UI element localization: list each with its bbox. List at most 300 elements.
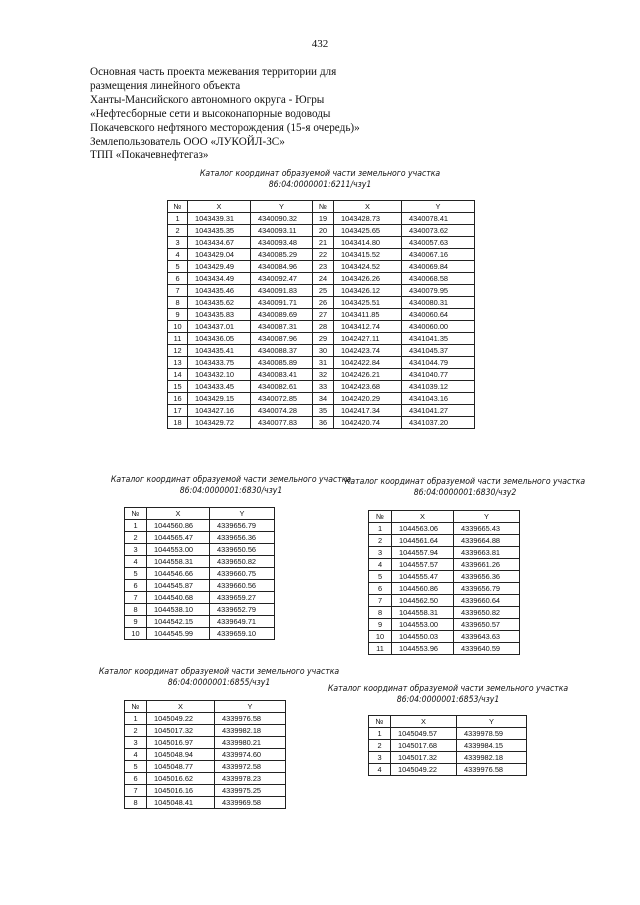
catalog-title-text: Каталог координат образуемой части земельного участка — [110, 475, 352, 485]
x-coordinate: 1043436.05 — [188, 333, 251, 345]
table-row — [168, 213, 475, 225]
y-coordinate: 4339663.81 — [454, 547, 520, 559]
x-coordinate: 1043412.74 — [334, 321, 402, 333]
y-coordinate: 4339656.79 — [454, 583, 520, 595]
point-number: 8 — [125, 797, 147, 809]
y-coordinate: 4341041.35 — [402, 333, 475, 345]
y-coordinate: 4339656.79 — [210, 520, 275, 532]
x-coordinate: 1044558.31 — [392, 607, 454, 619]
table-row — [168, 273, 475, 285]
table-row — [125, 797, 286, 809]
table-row — [125, 761, 286, 773]
x-coordinate: 1044545.87 — [147, 580, 210, 592]
y-coordinate: 4341041.27 — [402, 405, 475, 417]
y-coordinate: 4340080.31 — [402, 297, 475, 309]
table-header-row — [369, 716, 527, 728]
x-coordinate: 1042426.21 — [334, 369, 402, 381]
y-coordinate: 4340073.62 — [402, 225, 475, 237]
column-header-y: Y — [251, 201, 313, 213]
x-coordinate: 1044565.47 — [147, 532, 210, 544]
x-coordinate: 1045016.97 — [147, 737, 215, 749]
point-number: 24 — [313, 273, 334, 285]
coordinate-table — [124, 507, 275, 640]
point-number: 8 — [369, 607, 392, 619]
x-coordinate: 1044545.99 — [147, 628, 210, 640]
header-line: «Нефтесборные сети и высоконапорные водоводы — [90, 107, 331, 120]
header-line: Ханты-Мансийского автономного округа - Югры — [90, 93, 325, 106]
x-coordinate: 1043434.49 — [188, 273, 251, 285]
header-line: размещения линейного объекта — [90, 79, 241, 92]
y-coordinate: 4339660.56 — [210, 580, 275, 592]
point-number: 1 — [369, 523, 392, 535]
point-number: 11 — [369, 643, 392, 655]
point-number: 7 — [369, 595, 392, 607]
x-coordinate: 1045049.22 — [147, 713, 215, 725]
y-coordinate: 4340060.00 — [402, 321, 475, 333]
y-coordinate: 4339975.25 — [215, 785, 286, 797]
table-row — [168, 297, 475, 309]
table-row — [125, 737, 286, 749]
x-coordinate: 1044540.68 — [147, 592, 210, 604]
point-number: 31 — [313, 357, 334, 369]
point-number: 5 — [125, 568, 147, 580]
x-coordinate: 1044563.06 — [392, 523, 454, 535]
point-number: 34 — [313, 393, 334, 405]
y-coordinate: 4340067.16 — [402, 249, 475, 261]
y-coordinate: 4339649.71 — [210, 616, 275, 628]
table-row — [369, 764, 527, 776]
table-header-row — [168, 201, 475, 213]
table-header-row — [125, 508, 275, 520]
y-coordinate: 4339650.82 — [454, 607, 520, 619]
catalog-parcel-number: 86:04:0000001:6830/чзу1 — [179, 486, 283, 496]
point-number: 29 — [313, 333, 334, 345]
point-number: 3 — [168, 237, 188, 249]
y-coordinate: 4340088.37 — [251, 345, 313, 357]
x-coordinate: 1042427.11 — [334, 333, 402, 345]
point-number: 9 — [369, 619, 392, 631]
column-header-y: Y — [215, 701, 286, 713]
point-number: 10 — [369, 631, 392, 643]
column-header-x: X — [147, 701, 215, 713]
table-row — [369, 643, 520, 655]
table-row — [168, 369, 475, 381]
point-number: 25 — [313, 285, 334, 297]
y-coordinate: 4339643.63 — [454, 631, 520, 643]
table-row — [125, 628, 275, 640]
point-number: 9 — [125, 616, 147, 628]
table-row — [125, 773, 286, 785]
table-row — [369, 535, 520, 547]
point-number: 22 — [313, 249, 334, 261]
coordinate-table — [124, 700, 286, 809]
x-coordinate: 1042420.29 — [334, 393, 402, 405]
y-coordinate: 4340087.96 — [251, 333, 313, 345]
point-number: 13 — [168, 357, 188, 369]
point-number: 6 — [125, 773, 147, 785]
point-number: 33 — [313, 381, 334, 393]
point-number: 3 — [369, 752, 391, 764]
catalog-title-text: Каталог координат образуемой части земельного участка — [327, 684, 569, 694]
table-row — [168, 381, 475, 393]
point-number: 1 — [369, 728, 391, 740]
x-coordinate: 1044557.57 — [392, 559, 454, 571]
catalog-title-text: Каталог координат образуемой части земельного участка — [344, 477, 586, 487]
point-number: 27 — [313, 309, 334, 321]
table-row — [125, 520, 275, 532]
point-number: 5 — [369, 571, 392, 583]
y-coordinate: 4340085.89 — [251, 357, 313, 369]
point-number: 16 — [168, 393, 188, 405]
y-coordinate: 4340084.96 — [251, 261, 313, 273]
catalog-parcel-number: 86:04:0000001:6830/чзу2 — [413, 488, 517, 498]
y-coordinate: 4339660.64 — [454, 595, 520, 607]
x-coordinate: 1045048.94 — [147, 749, 215, 761]
point-number: 3 — [369, 547, 392, 559]
column-header-x: X — [188, 201, 251, 213]
point-number: 5 — [168, 261, 188, 273]
table-row — [168, 321, 475, 333]
point-number: 5 — [125, 761, 147, 773]
header-line: ТПП «Покачевнефтегаз» — [90, 149, 209, 162]
x-coordinate: 1044562.50 — [392, 595, 454, 607]
x-coordinate: 1044542.15 — [147, 616, 210, 628]
table-row — [369, 631, 520, 643]
point-number: 7 — [125, 592, 147, 604]
table-row — [369, 619, 520, 631]
x-coordinate: 1043429.15 — [188, 393, 251, 405]
y-coordinate: 4340092.47 — [251, 273, 313, 285]
table-row — [125, 749, 286, 761]
x-coordinate: 1043425.65 — [334, 225, 402, 237]
point-number: 4 — [168, 249, 188, 261]
y-coordinate: 4339650.56 — [210, 544, 275, 556]
point-number: 2 — [168, 225, 188, 237]
point-number: 8 — [168, 297, 188, 309]
x-coordinate: 1043437.01 — [188, 321, 251, 333]
x-coordinate: 1043434.67 — [188, 237, 251, 249]
column-header-x: X — [147, 508, 210, 520]
column-header-num: № — [125, 701, 147, 713]
catalog-title — [306, 684, 590, 706]
y-coordinate: 4340072.85 — [251, 393, 313, 405]
point-number: 6 — [125, 580, 147, 592]
y-coordinate: 4339974.60 — [215, 749, 286, 761]
point-number: 28 — [313, 321, 334, 333]
point-number: 30 — [313, 345, 334, 357]
table-row — [125, 544, 275, 556]
point-number: 3 — [125, 737, 147, 749]
y-coordinate: 4339652.79 — [210, 604, 275, 616]
x-coordinate: 1043427.16 — [188, 405, 251, 417]
table-row — [125, 532, 275, 544]
y-coordinate: 4340060.64 — [402, 309, 475, 321]
point-number: 32 — [313, 369, 334, 381]
catalog-parcel-number: 86:04:0000001:6855/чзу1 — [167, 678, 271, 688]
header-line: Основная часть проекта межевания территории для — [90, 66, 337, 78]
x-coordinate: 1044555.47 — [392, 571, 454, 583]
y-coordinate: 4340082.61 — [251, 381, 313, 393]
table-row — [125, 592, 275, 604]
table-row — [125, 616, 275, 628]
table-row — [168, 225, 475, 237]
x-coordinate: 1044550.03 — [392, 631, 454, 643]
catalog-title — [323, 477, 607, 499]
y-coordinate: 4339656.36 — [454, 571, 520, 583]
coordinate-table — [167, 200, 475, 429]
column-header-num: № — [313, 201, 334, 213]
table-header-row — [125, 701, 286, 713]
column-header-num: № — [369, 511, 392, 523]
point-number: 36 — [313, 417, 334, 429]
header-line: Покачевского нефтяного месторождения (15-я очередь)» — [90, 121, 360, 134]
y-coordinate: 4340089.69 — [251, 309, 313, 321]
y-coordinate: 4339984.15 — [457, 740, 527, 752]
x-coordinate: 1043414.80 — [334, 237, 402, 249]
y-coordinate: 4339664.88 — [454, 535, 520, 547]
x-coordinate: 1043435.35 — [188, 225, 251, 237]
catalog-parcel-number: 86:04:0000001:6211/чзу1 — [268, 180, 372, 190]
x-coordinate: 1042420.74 — [334, 417, 402, 429]
table-row — [168, 261, 475, 273]
point-number: 9 — [168, 309, 188, 321]
point-number: 35 — [313, 405, 334, 417]
table-row — [168, 249, 475, 261]
point-number: 3 — [125, 544, 147, 556]
y-coordinate: 4340074.28 — [251, 405, 313, 417]
table-row — [125, 556, 275, 568]
x-coordinate: 1043424.52 — [334, 261, 402, 273]
table-row — [168, 345, 475, 357]
point-number: 4 — [125, 749, 147, 761]
x-coordinate: 1043426.12 — [334, 285, 402, 297]
coordinate-table — [368, 510, 520, 655]
x-coordinate: 1043435.83 — [188, 309, 251, 321]
x-coordinate: 1044538.10 — [147, 604, 210, 616]
x-coordinate: 1045016.16 — [147, 785, 215, 797]
y-coordinate: 4339980.21 — [215, 737, 286, 749]
table-row — [125, 604, 275, 616]
y-coordinate: 4341045.37 — [402, 345, 475, 357]
column-header-x: X — [334, 201, 402, 213]
y-coordinate: 4340057.63 — [402, 237, 475, 249]
table-row — [125, 785, 286, 797]
catalog-parcel-number: 86:04:0000001:6853/чзу1 — [396, 695, 500, 705]
point-number: 15 — [168, 381, 188, 393]
x-coordinate: 1044553.00 — [392, 619, 454, 631]
x-coordinate: 1045048.77 — [147, 761, 215, 773]
point-number: 6 — [369, 583, 392, 595]
x-coordinate: 1045049.57 — [391, 728, 457, 740]
x-coordinate: 1043435.62 — [188, 297, 251, 309]
table-row — [125, 568, 275, 580]
x-coordinate: 1045017.68 — [391, 740, 457, 752]
y-coordinate: 4341043.16 — [402, 393, 475, 405]
table-row — [125, 580, 275, 592]
y-coordinate: 4339665.43 — [454, 523, 520, 535]
y-coordinate: 4339978.23 — [215, 773, 286, 785]
catalog-title-text: Каталог координат образуемой части земельного участка — [199, 169, 441, 179]
column-header-y: Y — [457, 716, 527, 728]
point-number: 2 — [125, 532, 147, 544]
point-number: 20 — [313, 225, 334, 237]
x-coordinate: 1043429.04 — [188, 249, 251, 261]
point-number: 4 — [369, 559, 392, 571]
y-coordinate: 4339969.58 — [215, 797, 286, 809]
x-coordinate: 1044553.00 — [147, 544, 210, 556]
table-row — [369, 583, 520, 595]
x-coordinate: 1042417.34 — [334, 405, 402, 417]
y-coordinate: 4340077.83 — [251, 417, 313, 429]
y-coordinate: 4340090.32 — [251, 213, 313, 225]
x-coordinate: 1043428.73 — [334, 213, 402, 225]
column-header-num: № — [369, 716, 391, 728]
y-coordinate: 4339660.75 — [210, 568, 275, 580]
table-row — [369, 571, 520, 583]
x-coordinate: 1043439.31 — [188, 213, 251, 225]
x-coordinate: 1044553.96 — [392, 643, 454, 655]
x-coordinate: 1044558.31 — [147, 556, 210, 568]
column-header-x: X — [391, 716, 457, 728]
x-coordinate: 1045016.62 — [147, 773, 215, 785]
table-row — [369, 523, 520, 535]
x-coordinate: 1043433.45 — [188, 381, 251, 393]
table-row — [369, 752, 527, 764]
x-coordinate: 1043429.72 — [188, 417, 251, 429]
table-row — [168, 237, 475, 249]
y-coordinate: 4340079.95 — [402, 285, 475, 297]
x-coordinate: 1043415.52 — [334, 249, 402, 261]
x-coordinate: 1042422.84 — [334, 357, 402, 369]
y-coordinate: 4340091.71 — [251, 297, 313, 309]
y-coordinate: 4340087.31 — [251, 321, 313, 333]
y-coordinate: 4339978.59 — [457, 728, 527, 740]
table-row — [168, 285, 475, 297]
point-number: 1 — [168, 213, 188, 225]
y-coordinate: 4339656.36 — [210, 532, 275, 544]
x-coordinate: 1044560.86 — [392, 583, 454, 595]
y-coordinate: 4340083.41 — [251, 369, 313, 381]
y-coordinate: 4340069.84 — [402, 261, 475, 273]
y-coordinate: 4339659.27 — [210, 592, 275, 604]
table-row — [168, 417, 475, 429]
table-row — [168, 309, 475, 321]
catalog-title-text: Каталог координат образуемой части земельного участка — [98, 667, 340, 677]
column-header-x: X — [392, 511, 454, 523]
table-row — [125, 713, 286, 725]
column-header-num: № — [168, 201, 188, 213]
table-header-row — [369, 511, 520, 523]
y-coordinate: 4339650.82 — [210, 556, 275, 568]
coordinate-table — [368, 715, 527, 776]
point-number: 10 — [125, 628, 147, 640]
table-row — [369, 740, 527, 752]
x-coordinate: 1044560.86 — [147, 520, 210, 532]
x-coordinate: 1044546.66 — [147, 568, 210, 580]
point-number: 2 — [369, 535, 392, 547]
x-coordinate: 1042423.74 — [334, 345, 402, 357]
x-coordinate: 1042423.68 — [334, 381, 402, 393]
header-line: Землепользователь ООО «ЛУКОЙЛ-ЗС» — [90, 135, 285, 148]
table-row — [125, 725, 286, 737]
point-number: 8 — [125, 604, 147, 616]
point-number: 18 — [168, 417, 188, 429]
point-number: 4 — [369, 764, 391, 776]
point-number: 17 — [168, 405, 188, 417]
table-row — [168, 393, 475, 405]
x-coordinate: 1043435.41 — [188, 345, 251, 357]
table-row — [369, 559, 520, 571]
document-header — [90, 66, 550, 163]
point-number: 1 — [125, 520, 147, 532]
y-coordinate: 4340078.41 — [402, 213, 475, 225]
x-coordinate: 1045049.22 — [391, 764, 457, 776]
y-coordinate: 4339640.59 — [454, 643, 520, 655]
table-row — [168, 333, 475, 345]
point-number: 26 — [313, 297, 334, 309]
column-header-y: Y — [402, 201, 475, 213]
x-coordinate: 1043411.85 — [334, 309, 402, 321]
y-coordinate: 4341039.12 — [402, 381, 475, 393]
point-number: 4 — [125, 556, 147, 568]
y-coordinate: 4339661.26 — [454, 559, 520, 571]
y-coordinate: 4339982.18 — [457, 752, 527, 764]
table-row — [168, 357, 475, 369]
point-number: 1 — [125, 713, 147, 725]
point-number: 6 — [168, 273, 188, 285]
column-header-y: Y — [454, 511, 520, 523]
x-coordinate: 1045017.32 — [391, 752, 457, 764]
point-number: 7 — [168, 285, 188, 297]
y-coordinate: 4339650.57 — [454, 619, 520, 631]
table-row — [369, 547, 520, 559]
x-coordinate: 1043425.51 — [334, 297, 402, 309]
column-header-num: № — [125, 508, 147, 520]
point-number: 19 — [313, 213, 334, 225]
point-number: 10 — [168, 321, 188, 333]
x-coordinate: 1045048.41 — [147, 797, 215, 809]
point-number: 2 — [125, 725, 147, 737]
page-number: 432 — [311, 38, 329, 50]
x-coordinate: 1044561.64 — [392, 535, 454, 547]
y-coordinate: 4341040.77 — [402, 369, 475, 381]
catalog-title — [174, 169, 466, 191]
point-number: 12 — [168, 345, 188, 357]
table-row — [369, 728, 527, 740]
point-number: 2 — [369, 740, 391, 752]
y-coordinate: 4340085.29 — [251, 249, 313, 261]
y-coordinate: 4340068.58 — [402, 273, 475, 285]
y-coordinate: 4340093.11 — [251, 225, 313, 237]
x-coordinate: 1043432.10 — [188, 369, 251, 381]
table-row — [369, 595, 520, 607]
y-coordinate: 4341037.20 — [402, 417, 475, 429]
y-coordinate: 4339982.18 — [215, 725, 286, 737]
column-header-y: Y — [210, 508, 275, 520]
y-coordinate: 4339976.58 — [215, 713, 286, 725]
y-coordinate: 4339976.58 — [457, 764, 527, 776]
x-coordinate: 1043435.46 — [188, 285, 251, 297]
point-number: 21 — [313, 237, 334, 249]
y-coordinate: 4340093.48 — [251, 237, 313, 249]
point-number: 14 — [168, 369, 188, 381]
x-coordinate: 1044557.94 — [392, 547, 454, 559]
x-coordinate: 1043433.75 — [188, 357, 251, 369]
table-row — [369, 607, 520, 619]
y-coordinate: 4339972.58 — [215, 761, 286, 773]
point-number: 23 — [313, 261, 334, 273]
table-row — [168, 405, 475, 417]
